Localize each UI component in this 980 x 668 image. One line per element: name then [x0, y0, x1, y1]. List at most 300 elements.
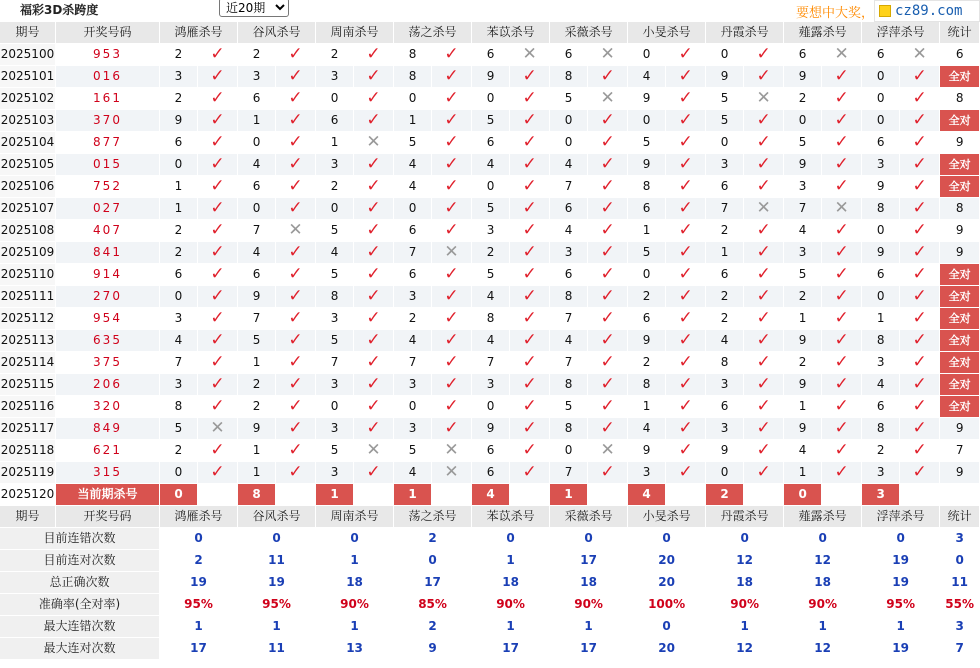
column-header[interactable]: 统计 — [940, 22, 980, 44]
check-icon: ✓ — [834, 88, 849, 108]
kill-number-cell: 3 — [160, 374, 198, 396]
column-header[interactable]: 丹霞杀号 — [706, 506, 784, 528]
result-mark-cell — [276, 308, 316, 330]
current-kill-label: 当前期杀号 — [56, 484, 160, 506]
summary-value: 95% — [862, 594, 940, 616]
table-row — [0, 374, 980, 396]
winning-number-cell: 027 — [56, 198, 160, 220]
column-header[interactable]: 开奖号码 — [56, 506, 160, 528]
check-icon: ✓ — [288, 198, 303, 218]
summary-value: 18 — [784, 572, 862, 594]
kill-number-cell: 6 — [706, 264, 744, 286]
check-icon: ✓ — [444, 286, 459, 306]
column-header[interactable]: 鸿雁杀号 — [160, 22, 238, 44]
kill-number-cell: 0 — [472, 396, 510, 418]
check-icon: ✓ — [522, 308, 537, 328]
check-icon: ✓ — [288, 440, 303, 460]
summary-value: 20 — [628, 572, 706, 594]
summary-value: 1 — [862, 616, 940, 638]
result-mark-cell — [900, 198, 940, 220]
check-icon: ✓ — [366, 286, 381, 306]
result-mark-cell — [588, 330, 628, 352]
kill-number-cell: 1 — [784, 396, 822, 418]
kill-number-cell: 4 — [160, 330, 198, 352]
table-row — [0, 264, 980, 286]
summary-label: 总正确次数 — [0, 572, 160, 594]
check-icon: ✓ — [678, 44, 693, 64]
summary-value: 12 — [784, 638, 862, 660]
check-icon: ✓ — [366, 264, 381, 284]
check-icon: ✓ — [678, 176, 693, 196]
winning-number-cell: 161 — [56, 88, 160, 110]
cross-icon: ✕ — [834, 44, 849, 64]
stat-cell: 全对 — [940, 330, 980, 352]
kill-number-cell: 2 — [394, 308, 432, 330]
check-icon: ✓ — [834, 330, 849, 350]
kill-number-cell: 2 — [862, 440, 900, 462]
result-mark-cell — [666, 242, 706, 264]
check-icon: ✓ — [210, 242, 225, 262]
column-header[interactable]: 采薇杀号 — [550, 22, 628, 44]
check-icon: ✓ — [210, 440, 225, 460]
check-icon: ✓ — [912, 242, 927, 262]
check-icon: ✓ — [834, 374, 849, 394]
summary-label: 目前连错次数 — [0, 528, 160, 550]
kill-number-cell: 0 — [160, 154, 198, 176]
result-mark-cell — [276, 462, 316, 484]
current-kill-number: 2 — [706, 484, 744, 506]
summary-value: 95% — [160, 594, 238, 616]
table-row — [0, 88, 980, 110]
kill-number-cell: 6 — [238, 264, 276, 286]
check-icon: ✓ — [522, 440, 537, 460]
result-mark-cell — [510, 374, 550, 396]
winning-number-cell: 407 — [56, 220, 160, 242]
check-icon: ✓ — [522, 330, 537, 350]
kill-number-cell: 4 — [706, 330, 744, 352]
check-icon: ✓ — [678, 242, 693, 262]
result-mark-cell — [666, 352, 706, 374]
kill-number-cell: 6 — [160, 264, 198, 286]
kill-number-cell: 4 — [238, 154, 276, 176]
column-header[interactable]: 苯苡杀号 — [472, 22, 550, 44]
kill-number-cell: 5 — [394, 132, 432, 154]
check-icon: ✓ — [444, 198, 459, 218]
result-mark-cell — [198, 352, 238, 374]
check-icon: ✓ — [912, 264, 927, 284]
cross-icon: ✕ — [210, 418, 225, 438]
cross-icon: ✕ — [444, 242, 459, 262]
result-mark-cell — [276, 440, 316, 462]
result-mark-cell — [900, 352, 940, 374]
kill-number-cell: 0 — [862, 88, 900, 110]
summary-value: 0 — [628, 528, 706, 550]
result-mark-cell — [198, 462, 238, 484]
result-mark-cell — [900, 176, 940, 198]
result-mark-cell — [510, 176, 550, 198]
check-icon: ✓ — [288, 396, 303, 416]
result-mark-cell — [354, 154, 394, 176]
summary-value: 1 — [784, 616, 862, 638]
kill-number-cell: 9 — [238, 418, 276, 440]
check-icon: ✓ — [366, 462, 381, 482]
summary-value: 95% — [238, 594, 316, 616]
column-header[interactable]: 浮萍杀号 — [862, 22, 940, 44]
column-header[interactable]: 谷风杀号 — [238, 22, 316, 44]
winning-number-cell: 635 — [56, 330, 160, 352]
column-header[interactable]: 期号 — [0, 22, 56, 44]
winning-number-cell: 953 — [56, 44, 160, 66]
stat-cell: 9 — [940, 242, 980, 264]
site-logo[interactable] — [874, 0, 980, 22]
kill-number-cell: 8 — [316, 286, 354, 308]
kill-number-cell: 5 — [316, 264, 354, 286]
check-icon: ✓ — [288, 352, 303, 372]
kill-number-cell: 0 — [394, 88, 432, 110]
check-icon: ✓ — [522, 110, 537, 130]
check-icon: ✓ — [288, 66, 303, 86]
kill-number-cell: 2 — [160, 242, 198, 264]
result-mark-cell — [510, 242, 550, 264]
stat-cell: 全对 — [940, 110, 980, 132]
kill-number-cell: 6 — [784, 44, 822, 66]
kill-number-cell: 2 — [238, 374, 276, 396]
period-cell: 2025112 — [0, 308, 56, 330]
table-row — [0, 44, 980, 66]
summary-value: 17 — [394, 572, 472, 594]
check-icon: ✓ — [366, 352, 381, 372]
result-mark-cell — [432, 66, 472, 88]
cross-icon: ✕ — [522, 44, 537, 64]
result-mark-cell — [276, 132, 316, 154]
column-header[interactable]: 采薇杀号 — [550, 506, 628, 528]
result-mark-cell — [822, 88, 862, 110]
check-icon: ✓ — [912, 220, 927, 240]
result-mark-cell — [666, 154, 706, 176]
result-mark-cell — [744, 132, 784, 154]
result-mark-cell — [900, 462, 940, 484]
table-row — [0, 132, 980, 154]
kill-number-cell: 0 — [862, 220, 900, 242]
result-mark-cell — [588, 418, 628, 440]
summary-value: 19 — [862, 550, 940, 572]
check-icon: ✓ — [522, 396, 537, 416]
winning-number-cell: 752 — [56, 176, 160, 198]
check-icon: ✓ — [834, 242, 849, 262]
kill-number-cell: 6 — [238, 176, 276, 198]
result-mark-cell — [432, 176, 472, 198]
summary-value: 19 — [160, 572, 238, 594]
result-mark-cell — [354, 462, 394, 484]
summary-value: 2 — [160, 550, 238, 572]
result-mark-cell — [354, 66, 394, 88]
result-mark-cell — [822, 198, 862, 220]
kill-number-cell: 3 — [784, 176, 822, 198]
kill-number-cell: 1 — [316, 132, 354, 154]
stat-cell: 全对 — [940, 374, 980, 396]
result-mark-cell — [510, 440, 550, 462]
check-icon: ✓ — [912, 330, 927, 350]
check-icon: ✓ — [522, 154, 537, 174]
summary-label: 准确率(全对率) — [0, 594, 160, 616]
check-icon: ✓ — [912, 286, 927, 306]
check-icon: ✓ — [678, 308, 693, 328]
check-icon: ✓ — [678, 330, 693, 350]
stat-cell: 全对 — [940, 66, 980, 88]
check-icon: ✓ — [444, 374, 459, 394]
summary-value: 18 — [550, 572, 628, 594]
slogan-text[interactable]: 要想中大奖， — [795, 6, 874, 21]
period-cell: 2025118 — [0, 440, 56, 462]
empty-cell — [900, 484, 940, 506]
result-mark-cell — [744, 396, 784, 418]
check-icon: ✓ — [834, 308, 849, 328]
check-icon: ✓ — [912, 110, 927, 130]
kill-number-cell: 3 — [472, 374, 510, 396]
kill-number-cell: 8 — [862, 418, 900, 440]
kill-number-cell: 9 — [784, 66, 822, 88]
table-row — [0, 462, 980, 484]
result-mark-cell — [432, 352, 472, 374]
result-mark-cell — [354, 220, 394, 242]
kill-number-cell: 5 — [550, 88, 588, 110]
summary-value: 90% — [550, 594, 628, 616]
check-icon: ✓ — [522, 66, 537, 86]
kill-number-cell: 3 — [862, 462, 900, 484]
check-icon: ✓ — [366, 110, 381, 130]
check-icon: ✓ — [444, 110, 459, 130]
result-mark-cell — [744, 440, 784, 462]
kill-number-cell: 6 — [394, 264, 432, 286]
kill-number-cell: 0 — [862, 110, 900, 132]
check-icon: ✓ — [600, 110, 615, 130]
kill-number-cell: 3 — [160, 66, 198, 88]
result-mark-cell — [354, 198, 394, 220]
summary-value: 90% — [316, 594, 394, 616]
kill-number-cell: 7 — [394, 352, 432, 374]
check-icon: ✓ — [288, 308, 303, 328]
check-icon: ✓ — [600, 352, 615, 372]
period-cell: 2025105 — [0, 154, 56, 176]
kill-number-cell: 6 — [472, 462, 510, 484]
table-row — [0, 330, 980, 352]
period-cell: 2025117 — [0, 418, 56, 440]
kill-number-cell: 2 — [706, 286, 744, 308]
empty-cell — [198, 484, 238, 506]
kill-number-cell: 3 — [316, 462, 354, 484]
winning-number-cell: 375 — [56, 352, 160, 374]
kill-number-cell: 5 — [472, 264, 510, 286]
kill-number-cell: 3 — [862, 352, 900, 374]
check-icon: ✓ — [600, 396, 615, 416]
summary-label: 最大连错次数 — [0, 616, 160, 638]
empty-cell — [744, 484, 784, 506]
kill-number-cell: 1 — [160, 176, 198, 198]
kill-number-cell: 3 — [394, 286, 432, 308]
check-icon: ✓ — [600, 286, 615, 306]
result-mark-cell — [822, 44, 862, 66]
column-header[interactable]: 鸿雁杀号 — [160, 506, 238, 528]
column-header[interactable]: 周南杀号 — [316, 22, 394, 44]
kill-number-cell: 9 — [784, 154, 822, 176]
result-mark-cell — [510, 66, 550, 88]
result-mark-cell — [900, 440, 940, 462]
check-icon: ✓ — [912, 176, 927, 196]
period-select[interactable] — [219, 0, 289, 17]
kill-number-cell: 6 — [316, 110, 354, 132]
cross-icon: ✕ — [912, 44, 927, 64]
column-header[interactable]: 薤露杀号 — [784, 22, 862, 44]
empty-cell — [940, 484, 980, 506]
summary-value: 13 — [316, 638, 394, 660]
summary-value: 0 — [472, 528, 550, 550]
column-header[interactable]: 小旻杀号 — [628, 22, 706, 44]
result-mark-cell — [276, 220, 316, 242]
result-mark-cell — [510, 396, 550, 418]
check-icon: ✓ — [756, 418, 771, 438]
result-mark-cell — [744, 374, 784, 396]
summary-value: 85% — [394, 594, 472, 616]
result-mark-cell — [900, 286, 940, 308]
check-icon: ✓ — [678, 418, 693, 438]
kill-number-cell: 3 — [316, 374, 354, 396]
result-mark-cell — [900, 308, 940, 330]
result-mark-cell — [744, 286, 784, 308]
check-icon: ✓ — [834, 396, 849, 416]
kill-number-cell: 0 — [706, 132, 744, 154]
stat-cell: 6 — [940, 44, 980, 66]
cross-icon: ✕ — [288, 220, 303, 240]
column-header[interactable]: 小旻杀号 — [628, 506, 706, 528]
result-mark-cell — [198, 264, 238, 286]
check-icon: ✓ — [912, 396, 927, 416]
kill-number-cell: 6 — [394, 220, 432, 242]
result-mark-cell — [588, 110, 628, 132]
result-mark-cell — [744, 330, 784, 352]
result-mark-cell — [900, 418, 940, 440]
check-icon: ✓ — [210, 88, 225, 108]
kill-number-cell: 6 — [862, 396, 900, 418]
winning-number-cell: 370 — [56, 110, 160, 132]
result-mark-cell — [744, 352, 784, 374]
check-icon: ✓ — [210, 352, 225, 372]
column-header[interactable]: 开奖号码 — [56, 22, 160, 44]
result-mark-cell — [822, 286, 862, 308]
result-mark-cell — [432, 154, 472, 176]
check-icon: ✓ — [288, 374, 303, 394]
check-icon: ✓ — [834, 264, 849, 284]
current-kill-number: 8 — [238, 484, 276, 506]
summary-value: 1 — [238, 616, 316, 638]
summary-value: 0 — [316, 528, 394, 550]
column-header[interactable]: 荡之杀号 — [394, 506, 472, 528]
check-icon: ✓ — [678, 374, 693, 394]
check-icon: ✓ — [444, 264, 459, 284]
check-icon: ✓ — [522, 198, 537, 218]
check-icon: ✓ — [678, 396, 693, 416]
period-cell: 2025114 — [0, 352, 56, 374]
result-mark-cell — [588, 308, 628, 330]
summary-header — [0, 506, 980, 528]
result-mark-cell — [588, 440, 628, 462]
kill-number-cell: 3 — [160, 308, 198, 330]
empty-cell — [588, 484, 628, 506]
result-mark-cell — [822, 462, 862, 484]
summary-value: 20 — [628, 550, 706, 572]
check-icon: ✓ — [834, 176, 849, 196]
stat-cell: 8 — [940, 88, 980, 110]
check-icon: ✓ — [834, 462, 849, 482]
check-icon: ✓ — [912, 154, 927, 174]
result-mark-cell — [510, 88, 550, 110]
column-header[interactable]: 周南杀号 — [316, 506, 394, 528]
cross-icon: ✕ — [444, 440, 459, 460]
result-mark-cell — [432, 242, 472, 264]
kill-number-cell: 2 — [706, 220, 744, 242]
check-icon: ✓ — [366, 330, 381, 350]
kill-number-cell: 3 — [316, 66, 354, 88]
result-mark-cell — [588, 44, 628, 66]
kill-number-cell: 2 — [238, 44, 276, 66]
column-header[interactable]: 期号 — [0, 506, 56, 528]
kill-number-cell: 7 — [550, 352, 588, 374]
check-icon: ✓ — [834, 352, 849, 372]
kill-number-cell: 7 — [706, 198, 744, 220]
result-mark-cell — [276, 198, 316, 220]
result-mark-cell — [276, 264, 316, 286]
table-row — [0, 198, 980, 220]
check-icon: ✓ — [288, 44, 303, 64]
result-mark-cell — [822, 308, 862, 330]
kill-number-cell: 3 — [784, 242, 822, 264]
check-icon: ✓ — [210, 154, 225, 174]
stat-cell: 全对 — [940, 352, 980, 374]
kill-number-cell: 6 — [550, 44, 588, 66]
result-mark-cell — [432, 264, 472, 286]
column-header[interactable]: 谷风杀号 — [238, 506, 316, 528]
kill-number-cell: 9 — [862, 176, 900, 198]
empty-cell — [432, 484, 472, 506]
column-header[interactable]: 薤露杀号 — [784, 506, 862, 528]
kill-number-cell: 1 — [628, 220, 666, 242]
kill-number-cell: 9 — [160, 110, 198, 132]
summary-value: 0 — [394, 550, 472, 572]
result-mark-cell — [744, 176, 784, 198]
result-mark-cell — [432, 396, 472, 418]
table-row — [0, 154, 980, 176]
column-header[interactable]: 浮萍杀号 — [862, 506, 940, 528]
column-header[interactable]: 苯苡杀号 — [472, 506, 550, 528]
summary-stat: 3 — [940, 528, 980, 550]
winning-number-cell: 206 — [56, 374, 160, 396]
column-header[interactable]: 丹霞杀号 — [706, 22, 784, 44]
cross-icon: ✕ — [834, 198, 849, 218]
summary-value: 12 — [706, 550, 784, 572]
check-icon: ✓ — [756, 308, 771, 328]
result-mark-cell — [666, 330, 706, 352]
column-header[interactable]: 统计 — [940, 506, 980, 528]
column-header[interactable]: 荡之杀号 — [394, 22, 472, 44]
kill-number-cell: 5 — [706, 88, 744, 110]
winning-number-cell: 849 — [56, 418, 160, 440]
kill-number-cell: 4 — [394, 154, 432, 176]
kill-number-cell: 5 — [628, 132, 666, 154]
check-icon: ✓ — [756, 242, 771, 262]
table-row — [0, 440, 980, 462]
kill-number-cell: 4 — [550, 220, 588, 242]
cross-icon: ✕ — [366, 132, 381, 152]
result-mark-cell — [198, 242, 238, 264]
